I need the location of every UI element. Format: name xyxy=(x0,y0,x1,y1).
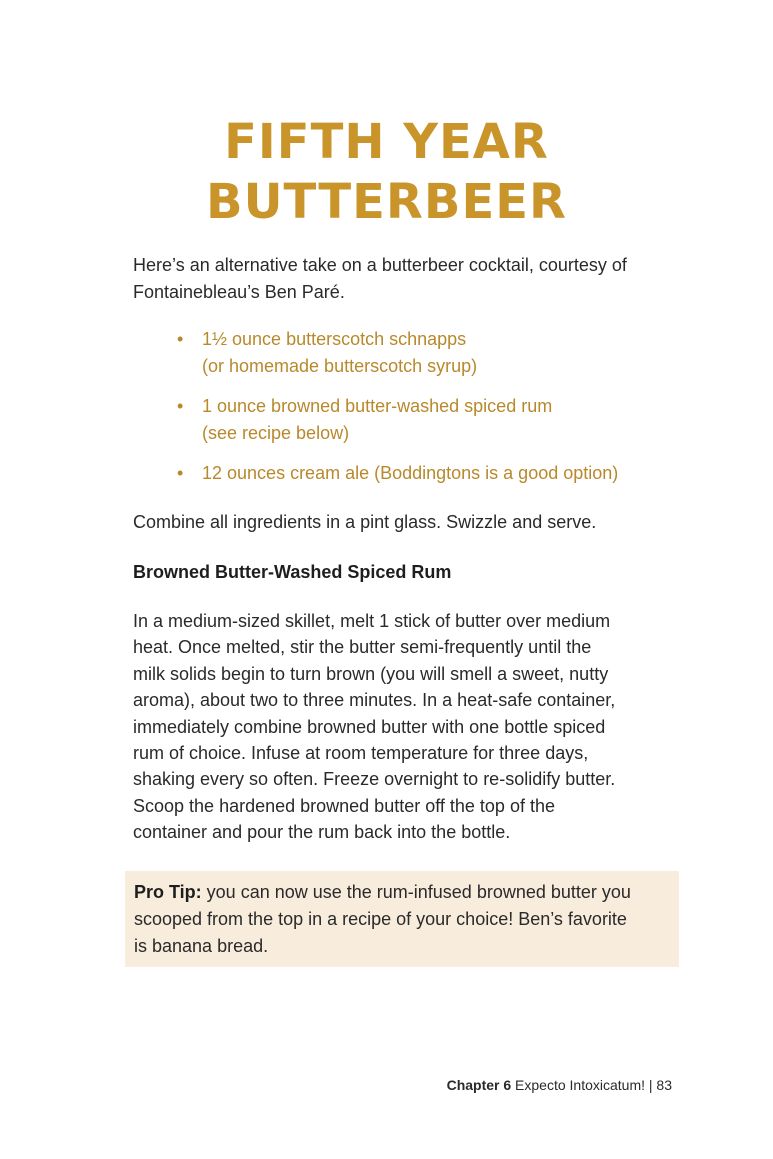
title-line-2: BUTTERBEER xyxy=(205,174,568,230)
pro-tip-text xyxy=(134,879,679,960)
intro-paragraph: Here’s an alternative take on a butterbeer cocktail, courtesy of Fontainebleau’s Ben Paré. xyxy=(133,255,627,302)
body-line: heat. Once melted, stir the butter semi-frequently until the xyxy=(133,637,592,658)
ingredient-text: 1½ ounce butterscotch schnapps xyxy=(202,329,467,349)
page-number: 83 xyxy=(656,1077,672,1093)
ingredient-text: 12 ounces cream ale (Boddingtons is a good option) xyxy=(202,463,619,483)
ingredient-list xyxy=(133,326,673,500)
body-line: Scoop the hardened browned butter off the top of the xyxy=(133,795,555,816)
ingredient-item xyxy=(133,326,673,380)
ingredient-note: (see recipe below) xyxy=(202,423,350,443)
pro-tip-line-2: scooped from the top in a recipe of your choice! Ben’s favorite xyxy=(134,909,627,929)
page-title xyxy=(0,112,773,232)
ingredient-item xyxy=(133,393,673,447)
body-line: immediately combine browned butter with one bottle spiced xyxy=(133,716,606,737)
bullet-icon: • xyxy=(177,329,184,349)
body-line: container and pour the rum back into the bottle. xyxy=(133,822,511,843)
bullet-icon: • xyxy=(177,396,184,416)
body-line: aroma), about two to three minutes. In a heat-safe container, xyxy=(133,690,616,711)
footer-separator: | xyxy=(645,1077,657,1093)
ingredient-item xyxy=(133,460,673,487)
page-footer xyxy=(447,1075,672,1095)
pro-tip-box xyxy=(125,871,679,967)
body-line: shaking every so often. Freeze overnight to re-solidify butter. xyxy=(133,769,616,790)
pro-tip-label: Pro Tip: xyxy=(134,882,202,902)
footer-chapter: Chapter 6 xyxy=(446,1077,512,1093)
sub-recipe-paragraph xyxy=(133,608,673,846)
body-line: rum of choice. Infuse at room temperature for three days, xyxy=(133,743,589,764)
bullet-icon: • xyxy=(177,463,184,483)
footer-chapter-title: Expecto Intoxicatum! xyxy=(511,1077,645,1093)
ingredient-text: 1 ounce browned butter-washed spiced rum xyxy=(202,396,553,416)
instructions-paragraph: Combine all ingredients in a pint glass. Swizzle and serve. xyxy=(133,512,597,532)
title-line-1: FIFTH YEAR xyxy=(224,114,549,170)
pro-tip-line-1: you can now use the rum-infused browned butter you xyxy=(201,882,631,902)
pro-tip-line-3: is banana bread. xyxy=(134,936,269,956)
sub-recipe-heading: Browned Butter-Washed Spiced Rum xyxy=(133,562,452,582)
pro-tip-line xyxy=(134,879,679,906)
ingredient-note: (or homemade butterscotch syrup) xyxy=(202,356,478,376)
body-line: In a medium-sized skillet, melt 1 stick of butter over medium xyxy=(133,611,611,631)
body-line: milk solids begin to turn brown (you will smell a sweet, nutty xyxy=(133,663,609,684)
